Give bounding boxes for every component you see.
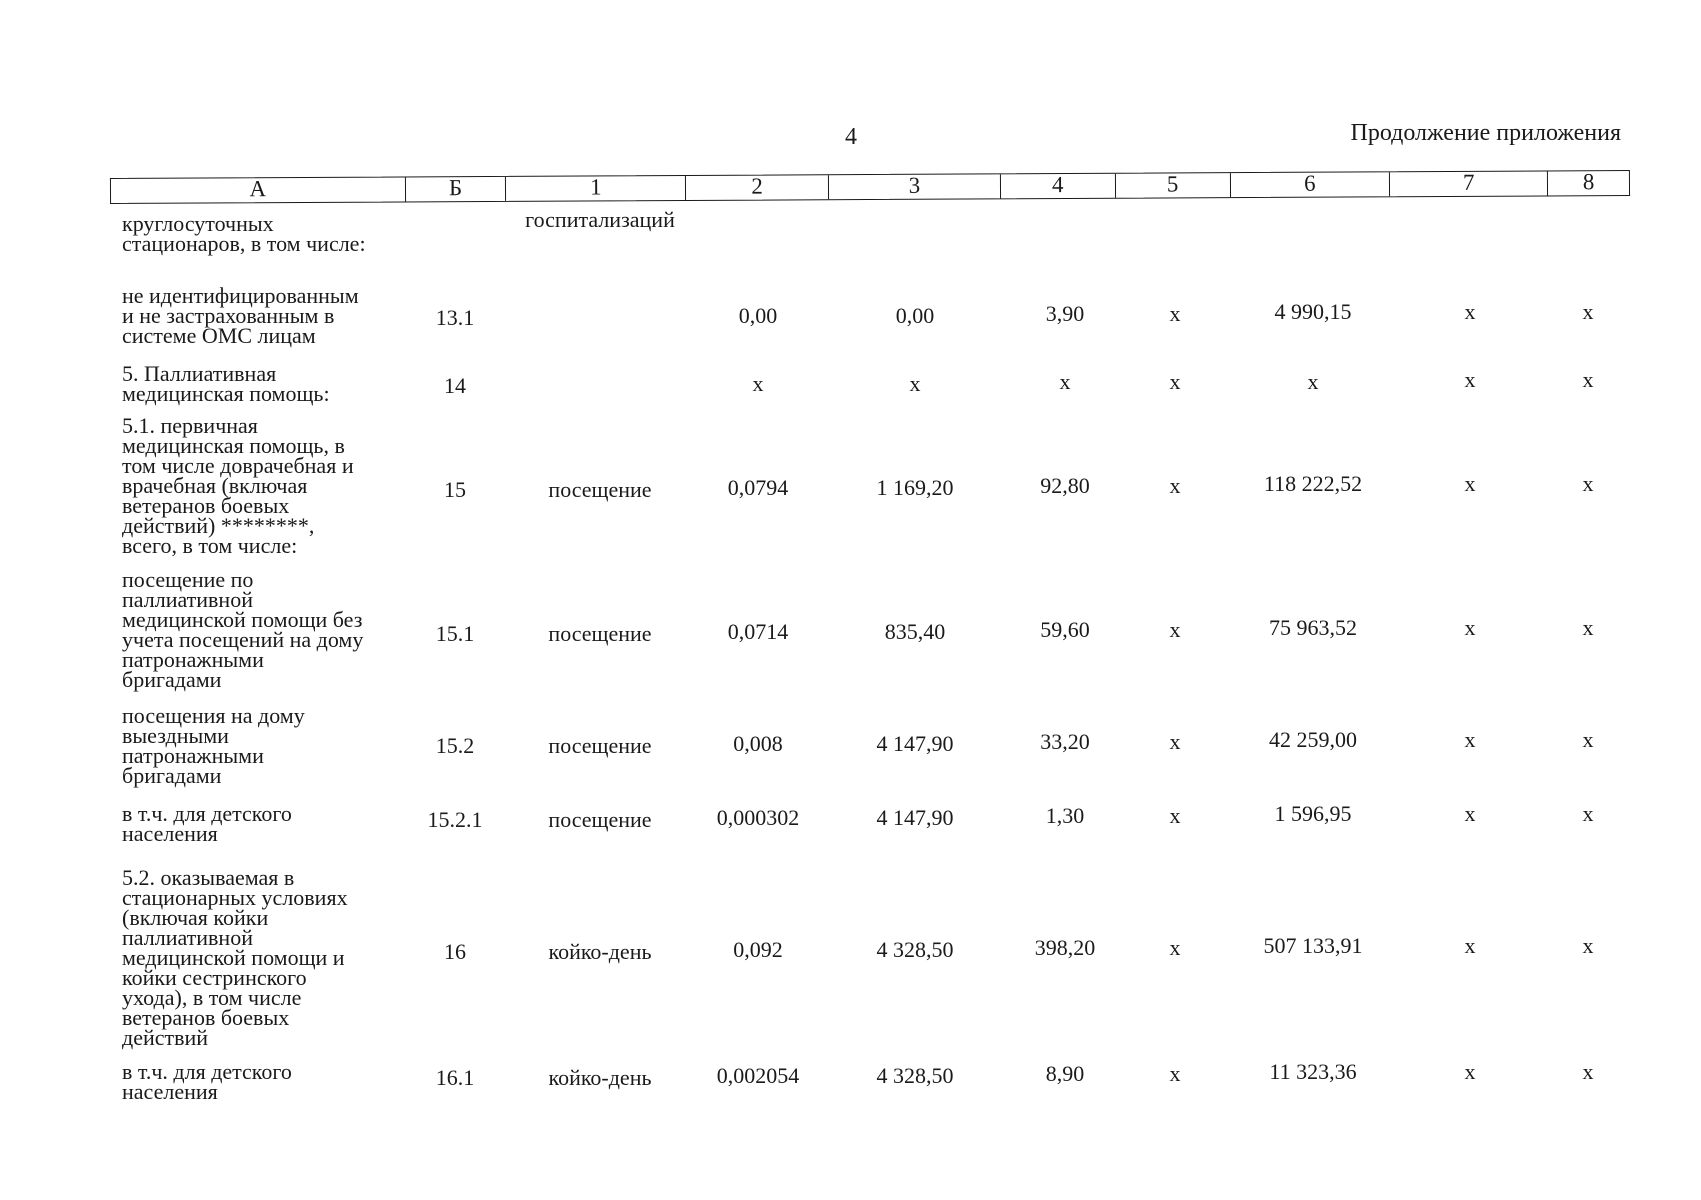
- row-value-col-5: х: [1169, 1061, 1181, 1086]
- row-label: круглосуточных стационаров, в том числе:: [122, 211, 366, 256]
- row-value-col-7: х: [1464, 727, 1476, 752]
- row-code: 15.2.1: [427, 807, 483, 832]
- row-value-col-8: х: [1582, 299, 1594, 324]
- header-col-7: 7: [1390, 171, 1548, 196]
- row-unit: койко-день: [548, 1065, 652, 1090]
- row-label: не идентифицированным и не застрахованным в системе ОМС лицам: [122, 283, 359, 348]
- page-number: 4: [845, 124, 857, 150]
- row-unit: койко-день: [548, 939, 652, 964]
- header-col-5: 5: [1116, 173, 1231, 198]
- row-value-col-6: 42 259,00: [1269, 727, 1357, 752]
- row-value-col-7: х: [1464, 801, 1476, 826]
- row-label: 5.1. первичная медицинская помощь, в том числе доврачебная и врачебная (включая ветеранов боевых действий) ********, всего, в том числе:: [122, 413, 354, 558]
- row-value-col-6: 11 323,36: [1269, 1059, 1357, 1084]
- row-label: посещение по паллиативной медицинской помощи без учета посещений на дому патронажными бригадами: [122, 567, 364, 692]
- row-value-col-4: 92,80: [1040, 473, 1090, 498]
- row-value-col-8: х: [1582, 367, 1594, 392]
- row-value-col-8: х: [1582, 1059, 1594, 1084]
- row-code: 15.2: [435, 733, 475, 758]
- row-value-col-5: х: [1169, 729, 1181, 754]
- row-value-col-8: х: [1582, 471, 1594, 496]
- row-value-col-2: 0,0794: [727, 475, 789, 500]
- row-value-col-2: х: [752, 371, 764, 396]
- row-unit: посещение: [548, 621, 652, 646]
- row-value-col-3: 835,40: [884, 619, 946, 644]
- row-value-col-6: 507 133,91: [1263, 933, 1363, 958]
- row-value-col-5: х: [1169, 369, 1181, 394]
- row-value-col-3: 4 328,50: [876, 937, 954, 962]
- row-value-col-4: 3,90: [1045, 301, 1085, 326]
- header-col-2: 2: [686, 175, 829, 200]
- row-value-col-4: 8,90: [1045, 1061, 1085, 1086]
- row-value-col-2: 0,0714: [727, 619, 789, 644]
- header-col-a: А: [111, 177, 406, 203]
- row-value-col-3: 0,00: [895, 303, 935, 328]
- row-value-col-3: х: [909, 371, 921, 396]
- row-value-col-7: х: [1464, 367, 1476, 392]
- row-unit: посещение: [548, 477, 652, 502]
- row-value-col-5: х: [1169, 617, 1181, 642]
- row-unit: госпитализаций: [525, 207, 675, 232]
- row-value-col-2: 0,008: [733, 731, 783, 756]
- row-value-col-6: х: [1307, 369, 1319, 394]
- row-value-col-2: 0,00: [738, 303, 778, 328]
- row-code: 14: [444, 373, 466, 398]
- row-value-col-4: х: [1059, 369, 1071, 394]
- row-value-col-3: 4 147,90: [876, 805, 954, 830]
- row-unit: посещение: [548, 807, 652, 832]
- row-label: посещения на дому выездными патронажными бригадами: [122, 703, 305, 788]
- row-value-col-6: 118 222,52: [1263, 471, 1363, 496]
- row-value-col-7: х: [1464, 299, 1476, 324]
- row-value-col-5: х: [1169, 803, 1181, 828]
- header-col-b: Б: [406, 177, 507, 202]
- row-code: 15.1: [435, 621, 475, 646]
- header-col-4: 4: [1001, 174, 1116, 199]
- row-label: 5.2. оказываемая в стационарных условиях (включая койки паллиативной медицинской помощи и койки сестринского ухода), в том числе ветеранов боевых действий: [122, 865, 348, 1050]
- row-label: в т.ч. для детского населения: [122, 801, 292, 846]
- row-code: 13.1: [435, 305, 475, 330]
- row-value-col-2: 0,092: [733, 937, 783, 962]
- row-value-col-2: 0,002054: [716, 1063, 800, 1088]
- row-value-col-7: х: [1464, 471, 1476, 496]
- row-value-col-8: х: [1582, 615, 1594, 640]
- header-col-3: 3: [829, 174, 1001, 199]
- row-value-col-8: х: [1582, 727, 1594, 752]
- row-value-col-3: 1 169,20: [876, 475, 954, 500]
- row-value-col-6: 4 990,15: [1274, 299, 1352, 324]
- row-unit: посещение: [548, 733, 652, 758]
- header-col-8: 8: [1582, 169, 1595, 195]
- header-col-1: 1: [506, 176, 686, 201]
- row-value-col-8: х: [1582, 801, 1594, 826]
- row-value-col-6: 1 596,95: [1274, 801, 1352, 826]
- page-caption: Продолжение приложения: [1350, 120, 1621, 146]
- row-value-col-3: 4 328,50: [876, 1063, 954, 1088]
- row-value-col-5: х: [1169, 473, 1181, 498]
- row-value-col-6: 75 963,52: [1269, 615, 1357, 640]
- row-value-col-5: х: [1169, 935, 1181, 960]
- row-code: 16: [444, 939, 466, 964]
- row-value-col-5: х: [1169, 301, 1181, 326]
- row-value-col-7: х: [1464, 615, 1476, 640]
- row-value-col-7: х: [1464, 1059, 1476, 1084]
- table-header-row: [110, 170, 1630, 204]
- row-value-col-4: 33,20: [1040, 729, 1090, 754]
- row-value-col-7: х: [1464, 933, 1476, 958]
- row-value-col-4: 59,60: [1040, 617, 1090, 642]
- row-value-col-8: х: [1582, 933, 1594, 958]
- row-value-col-4: 398,20: [1034, 935, 1096, 960]
- row-code: 16.1: [435, 1065, 475, 1090]
- row-code: 15: [444, 477, 466, 502]
- row-label: 5. Паллиативная медицинская помощь:: [122, 361, 330, 406]
- header-col-6: 6: [1230, 172, 1390, 197]
- row-value-col-3: 4 147,90: [876, 731, 954, 756]
- row-label: в т.ч. для детского населения: [122, 1059, 292, 1104]
- row-value-col-2: 0,000302: [716, 805, 800, 830]
- row-value-col-4: 1,30: [1045, 803, 1085, 828]
